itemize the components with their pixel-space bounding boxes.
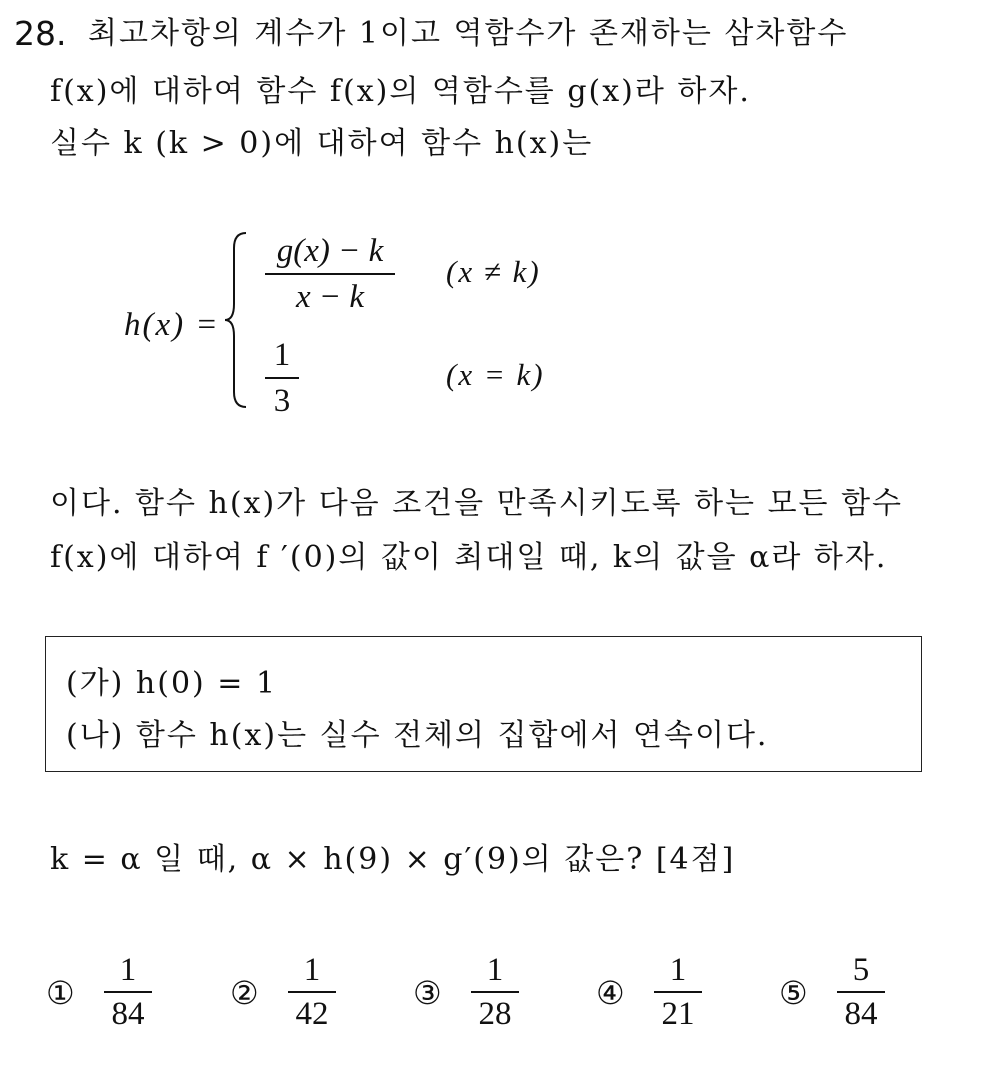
case2-denominator: 3 xyxy=(273,383,291,419)
choice-fraction xyxy=(288,952,336,1032)
choice-mark: ④ xyxy=(596,974,625,1012)
problem-number: 28. xyxy=(14,14,67,53)
problem-line-5: f(x)에 대하여 f ′(0)의 값이 최대일 때, k의 값을 α라 하자. xyxy=(50,540,888,575)
choice-fraction xyxy=(654,952,702,1032)
choice-fraction xyxy=(837,952,885,1032)
problem-line-1: 최고차항의 계수가 1이고 역함수가 존재하는 삼차함수 xyxy=(88,16,849,51)
case1-numerator: g(x) − k xyxy=(276,233,384,269)
problem-line-3: 실수 k (k > 0)에 대하여 함수 h(x)는 xyxy=(50,126,594,161)
left-brace xyxy=(222,230,252,410)
condition-a: (가) h(0) = 1 xyxy=(66,666,278,701)
problem-line-4: 이다. 함수 h(x)가 다음 조건을 만족시키도록 하는 모든 함수 xyxy=(50,486,904,521)
case1-denominator: x − k xyxy=(295,279,365,315)
choice-denominator: 84 xyxy=(111,996,145,1032)
choice-mark: ② xyxy=(230,974,259,1012)
conditions-box xyxy=(45,636,922,772)
choice-denominator: 84 xyxy=(844,996,878,1032)
question-text: k = α 일 때, α × h(9) × g′(9)의 값은? [4점] xyxy=(50,842,736,877)
choice-denominator: 42 xyxy=(295,996,329,1032)
choice-mark: ③ xyxy=(413,974,442,1012)
choice-denominator: 21 xyxy=(661,996,695,1032)
case2-numerator: 1 xyxy=(273,337,291,373)
choice-mark: ① xyxy=(46,974,75,1012)
case1-condition: (x ≠ k) xyxy=(446,254,541,289)
choice-denominator: 28 xyxy=(478,996,512,1032)
case2-fraction xyxy=(265,336,299,420)
condition-b: (나) 함수 h(x)는 실수 전체의 집합에서 연속이다. xyxy=(66,718,769,753)
choice-numerator: 1 xyxy=(486,952,504,988)
problem-line-2: f(x)에 대하여 함수 f(x)의 역함수를 g(x)라 하자. xyxy=(50,74,751,109)
case1-fraction xyxy=(265,232,395,316)
choice-numerator: 1 xyxy=(303,952,321,988)
case2-condition: (x = k) xyxy=(446,357,545,392)
choice-numerator: 1 xyxy=(119,952,137,988)
choice-fraction xyxy=(104,952,152,1032)
choice-numerator: 1 xyxy=(669,952,687,988)
choice-fraction xyxy=(471,952,519,1032)
choice-numerator: 5 xyxy=(852,952,870,988)
choice-mark: ⑤ xyxy=(779,974,808,1012)
piecewise-lhs: h(x) = xyxy=(124,307,220,343)
